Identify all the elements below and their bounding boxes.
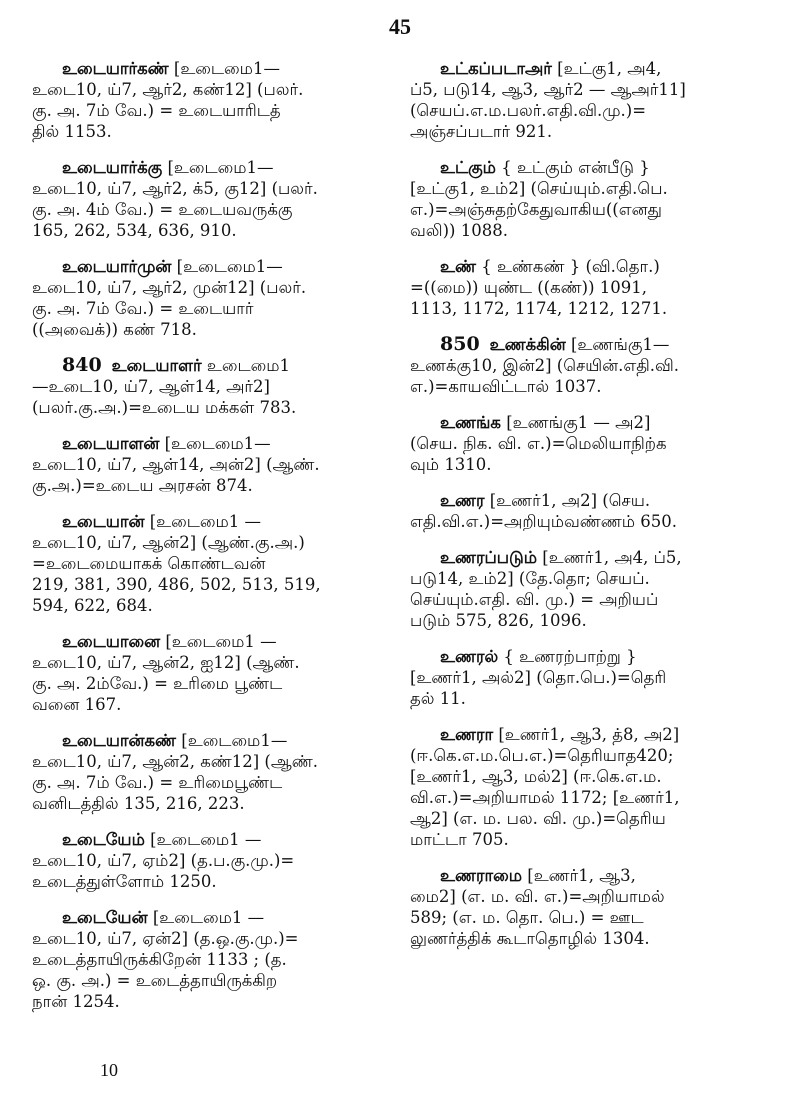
entry-headword: உடையாளர்	[111, 356, 202, 375]
entry-first-line	[410, 547, 770, 568]
entry-first-line	[32, 511, 382, 532]
entry-line: உடை10, ய்7, ஆன்2, ஐ12] (ஆண்.	[32, 653, 300, 672]
entry-first-line	[32, 730, 382, 751]
entry-line: தில் 1153.	[32, 122, 112, 141]
entry-line: படு14, உம்2] (தே.தொ; செயப்.	[410, 569, 650, 588]
entry-line: (செயப்.எ.ம.பலர்.எதி.வி.மு.)=	[410, 101, 647, 120]
entry-first-line	[410, 256, 770, 277]
entry-line: எ.)=காயவிட்டால் 1037.	[410, 377, 602, 396]
entry-etymology-start: [உடைமை1—	[171, 257, 283, 276]
entry-line: உடை10, ய்7, ஆன்2, கண்12] (ஆண்.	[32, 752, 318, 771]
entry-etymology-start: [உடைமை1—	[162, 158, 274, 177]
entry-etymology-start: [உணர்1, ஆ3,	[522, 866, 636, 885]
entry-headword: உட்கப்படாஅர்	[440, 59, 552, 78]
entry-line: செய்யும்.எதி. வி. மு.) = அறியப்	[410, 590, 659, 609]
entry-line: படும் 575, 826, 1096.	[410, 611, 587, 630]
entry-line: உடை10, ய்7, ஆள்14, அன்2] (ஆண்.	[32, 455, 320, 474]
entry-line: =உடைமையாகக் கொண்டவன்	[32, 554, 266, 573]
entry-headword: உடையேம்	[62, 830, 145, 849]
entry-headword: உடையானை	[62, 632, 161, 651]
entry-line: (செய. நிக. வி. எ.)=மெலியாநிற்க	[410, 434, 667, 453]
entry-line: [உட்கு1, உம்2] (செய்யும்.எதி.பெ.	[410, 179, 668, 198]
entry-headword: உடையேன்	[62, 908, 148, 927]
entry-line: கு. அ. 2ம்வே.) = உரிமை பூண்ட	[32, 674, 283, 693]
entry-headword: உடையான்கண்	[62, 731, 177, 750]
entry-line: உடைத்துள்ளோம் 1250.	[32, 872, 217, 891]
entry-first-line	[32, 157, 382, 178]
footer-number: 10	[100, 1060, 118, 1080]
entry-first-line	[410, 334, 770, 355]
entry-headword: உணர	[440, 491, 485, 510]
dictionary-entry	[410, 724, 770, 850]
dictionary-entry	[32, 730, 382, 814]
entry-line: மாட்டா 705.	[410, 830, 509, 849]
dictionary-entry	[410, 646, 770, 709]
entry-headword: உடையார்க்கு	[62, 158, 163, 177]
entry-line: வலி)) 1088.	[410, 221, 508, 240]
dictionary-entry	[32, 256, 382, 340]
entry-first-line	[410, 58, 770, 79]
entry-line: தல் 11.	[410, 689, 466, 708]
entry-etymology-start: [உடைமை1 —	[144, 512, 262, 531]
entry-first-line	[410, 865, 770, 886]
entry-etymology-start: [உணர்1, அ4, ப்5,	[537, 548, 682, 567]
entry-line: உடை10, ய்7, ஆன்2] (ஆண்.கு.அ.)	[32, 533, 305, 552]
entry-line: உணக்கு10, இன்2] (செயின்.எதி.வி.	[410, 356, 680, 375]
entry-first-line	[32, 829, 382, 850]
entry-etymology-start: [உடைமை1 —	[144, 830, 262, 849]
entry-line: 1113, 1172, 1174, 1212, 1271.	[410, 299, 668, 318]
entry-etymology-start: { உணரற்பாற்று }	[498, 647, 637, 666]
entry-first-line	[410, 412, 770, 433]
dictionary-entry	[32, 58, 382, 142]
entry-etymology-start: [உடைமை1 —	[147, 908, 265, 927]
entry-etymology-start: [உடைமை1—	[176, 731, 288, 750]
entry-line: கு. அ. 7ம் வே.) = உரிமைபூண்ட	[32, 773, 283, 792]
entry-headword: உணரா	[440, 725, 494, 744]
entry-headword: உண்	[440, 257, 476, 276]
entry-line: —உடை10, ய்7, ஆள்14, அர்2]	[32, 377, 270, 396]
entry-headword: உணராமை	[440, 866, 523, 885]
entry-line: கு. அ. 7ம் வே.) = உடையாரிடத்	[32, 101, 281, 120]
entry-line: உடை10, ய்7, ஆர்2, கண்12] (பலர்.	[32, 80, 304, 99]
entry-etymology-start: { உட்கும் என்பீடு }	[495, 158, 650, 177]
entry-first-line	[32, 256, 382, 277]
dictionary-entry	[410, 865, 770, 949]
entry-line: நான் 1254.	[32, 992, 120, 1011]
entry-headword: உணக்கின்	[489, 335, 566, 354]
dictionary-entry	[410, 490, 770, 532]
dictionary-entry	[410, 157, 770, 241]
entry-headword: உணங்க	[440, 413, 501, 432]
entry-headword: உடையான்	[62, 512, 145, 531]
dictionary-entry	[32, 631, 382, 715]
entry-line: உடைத்தாயிருக்கிறேன் 1133 ; (த.	[32, 950, 287, 969]
entry-line: =((மை)) யுண்ட ((கண்)) 1091,	[410, 278, 648, 297]
entry-etymology-start: [உடைமை1 —	[160, 632, 277, 651]
entry-etymology-start: [உணங்கு1—	[565, 335, 670, 354]
dictionary-entry	[410, 334, 770, 397]
entry-line: [உணர்1, ஆ3, மல்2] (ஈ.கெ.எ.ம.	[410, 767, 662, 786]
right-column	[410, 58, 770, 964]
page-number: 45	[389, 14, 411, 39]
entry-headword: உடையார்கண்	[62, 59, 169, 78]
entry-etymology-start: [உடைமை1—	[159, 434, 271, 453]
dictionary-entry	[410, 58, 770, 142]
entry-line: 589; (எ. ம. தொ. பெ.) = ஊட	[410, 908, 644, 927]
entry-line: லுணர்த்திக் கூடாதொழில் 1304.	[410, 929, 650, 948]
entry-line: எதி.வி.எ.)=அறியும்வண்ணம் 650.	[410, 512, 678, 531]
dictionary-entry	[410, 547, 770, 631]
entry-number: 850	[440, 333, 480, 355]
entry-line: உடை10, ய்7, ஏன்2] (த.ஒ.கு.மு.)=	[32, 929, 299, 948]
entry-line: அஞ்சப்படார் 921.	[410, 122, 553, 141]
entry-line: ப்5, படு14, ஆ3, ஆர்2 — ஆஅர்11]	[410, 80, 686, 99]
dictionary-entry	[32, 355, 382, 418]
dictionary-entry	[410, 412, 770, 475]
entry-first-line	[410, 490, 770, 511]
entry-line: கு.அ.)=உடைய அரசன் 874.	[32, 476, 253, 495]
dictionary-entry	[32, 511, 382, 616]
entry-line: ஒ. கு. அ.) = உடைத்தாயிருக்கிற	[32, 971, 278, 990]
entry-headword: உட்கும்	[440, 158, 496, 177]
entry-headword: உணரப்படும்	[440, 548, 538, 567]
entry-etymology-start: [உடைமை1—	[168, 59, 280, 78]
entry-etymology-start: [உணர்1, அ2] (செய.	[484, 491, 651, 510]
entry-line: 219, 381, 390, 486, 502, 513, 519,	[32, 575, 321, 594]
dictionary-entry	[410, 256, 770, 319]
entry-first-line	[32, 355, 382, 376]
entry-etymology-start: [உணங்கு1 — அ2]	[500, 413, 651, 432]
entry-line: உடை10, ய்7, ஏம்2] (த.ப.கு.மு.)=	[32, 851, 295, 870]
entry-line: வி.எ.)=அறியாமல் 1172; [உணர்1,	[410, 788, 680, 807]
entry-first-line	[32, 631, 382, 652]
entry-line: வும் 1310.	[410, 455, 492, 474]
entry-line: 594, 622, 684.	[32, 596, 153, 615]
entry-line: மை2] (எ. ம. வி. எ.)=அறியாமல்	[410, 887, 665, 906]
entry-first-line	[32, 433, 382, 454]
entry-etymology-start: [உணர்1, ஆ3, த்8, அ2]	[493, 725, 680, 744]
entry-first-line	[410, 724, 770, 745]
entry-line: வனை 167.	[32, 695, 122, 714]
entry-first-line	[410, 157, 770, 178]
entry-number: 840	[62, 354, 102, 376]
dictionary-entry	[32, 157, 382, 241]
entry-line: உடை10, ய்7, ஆர்2, க்5, கு12] (பலர்.	[32, 179, 318, 198]
dictionary-entry	[32, 433, 382, 496]
entry-first-line	[410, 646, 770, 667]
entry-headword: உடையார்முன்	[62, 257, 172, 276]
entry-line: 165, 262, 534, 636, 910.	[32, 221, 237, 240]
entry-first-line	[32, 58, 382, 79]
entry-etymology-start: { உண்கண் } (வி.தொ.)	[475, 257, 660, 276]
dictionary-entry	[32, 907, 382, 1012]
entry-line: எ.)=அஞ்சுதற்கேதுவாகிய((எனது	[410, 200, 662, 219]
entry-line: வனிடத்தில் 135, 216, 223.	[32, 794, 245, 813]
entry-first-line	[32, 907, 382, 928]
entry-line: ஆ2] (எ. ம. பல. வி. மு.)=தெரிய	[410, 809, 666, 828]
entry-line: கு. அ. 4ம் வே.) = உடையவருக்கு	[32, 200, 293, 219]
dictionary-entry	[32, 829, 382, 892]
entry-line: ((அவைக்)) கண் 718.	[32, 320, 197, 339]
entry-headword: உடையாளன்	[62, 434, 160, 453]
entry-line: கு. அ. 7ம் வே.) = உடையார்	[32, 299, 254, 318]
left-column	[32, 58, 382, 1027]
entry-line: (ஈ.கெ.எ.ம.பெ.எ.)=தெரியாத420;	[410, 746, 674, 765]
entry-headword: உணரல்	[440, 647, 499, 666]
entry-line: உடை10, ய்7, ஆர்2, முன்12] (பலர்.	[32, 278, 307, 297]
entry-etymology-start: உடைமை1	[201, 356, 291, 375]
entry-line: [உணர்1, அல்2] (தொ.பெ.)=தெரி	[410, 668, 667, 687]
entry-etymology-start: [உட்கு1, அ4,	[551, 59, 662, 78]
entry-line: (பலர்.கு.அ.)=உடைய மக்கள் 783.	[32, 398, 297, 417]
